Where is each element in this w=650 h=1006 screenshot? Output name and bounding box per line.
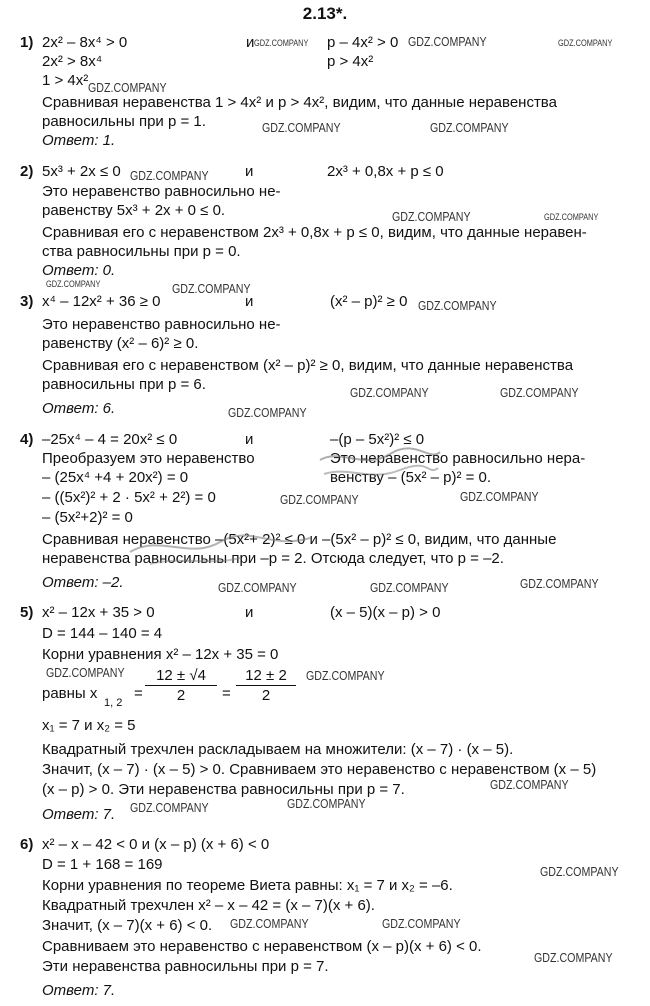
item-number: 5) <box>20 604 34 621</box>
math-line: 5x³ + 2x ≤ 0 <box>42 163 121 180</box>
math-line: x⁴ – 12x² + 36 ≥ 0 <box>42 293 161 310</box>
math-line: x² – x – 42 < 0 и (x – p) (x + 6) < 0 <box>42 836 270 853</box>
math-line: –25x⁴ – 4 = 20x² ≤ 0 <box>42 431 178 448</box>
text-line: Квадратный трехчлен x² – x – 42 = (x – 7)(x + 6). <box>42 897 375 914</box>
watermark: GDZ.COMPANY <box>218 580 297 595</box>
answer: Ответ: 1. <box>42 132 116 149</box>
text-line: Эти неравенства равносильны при p = 7. <box>42 958 329 975</box>
watermark: GDZ.COMPANY <box>228 405 307 420</box>
watermark: GDZ.COMPANY <box>382 916 461 931</box>
conjunction: и <box>245 431 254 448</box>
watermark: GDZ.COMPANY <box>544 212 599 222</box>
text-line: равносильны при p = 1. <box>42 113 206 130</box>
watermark: GDZ.COMPANY <box>230 916 309 931</box>
math-line: D = 144 – 140 = 4 <box>42 625 163 642</box>
fraction-bar <box>145 685 217 686</box>
watermark: GDZ.COMPANY <box>46 665 125 680</box>
text-line: Значит, (x – 7)(x + 6) < 0. <box>42 917 213 934</box>
fraction <box>236 667 296 704</box>
watermark: GDZ.COMPANY <box>88 80 167 95</box>
subscript: 1, 2 <box>104 697 123 709</box>
text-line: Сравнивая его с неравенством 2x³ + 0,8x + p ≤ 0, видим, что данные нерaвен- <box>42 224 587 241</box>
item-number: 4) <box>20 431 34 448</box>
text-line: Сравнивая неравенства 1 > 4x² и p > 4x², видим, что данные неравенства <box>42 94 557 111</box>
watermark: GDZ.COMPANY <box>408 34 487 49</box>
watermark: GDZ.COMPANY <box>172 281 251 296</box>
fraction-numerator: 12 ± 2 <box>245 667 287 684</box>
text-line: Корни уравнения по теореме Виета равны: x₁ = 7 и x₂ = –6. <box>42 877 453 894</box>
math-line: p – 4x² > 0 <box>327 34 399 51</box>
text-line: Это неравенство равносильно не- <box>42 316 281 333</box>
math-line: D = 1 + 168 = 169 <box>42 856 163 873</box>
math-line: x² – 12x + 35 > 0 <box>42 604 155 621</box>
text-line: Сравнивая неравенство –(5x²+ 2)² ≤ 0 и –(5x² – p)² ≤ 0, видим, что данные <box>42 531 557 548</box>
math-line: 2x³ + 0,8x + p ≤ 0 <box>327 163 444 180</box>
watermark: GDZ.COMPANY <box>262 120 341 135</box>
conjunction: и <box>245 604 254 621</box>
watermark: GDZ.COMPANY <box>392 209 471 224</box>
text-line: равенству (x² – 6)² ≥ 0. <box>42 335 199 352</box>
fraction <box>145 667 217 704</box>
page-title: 2.13*. <box>302 4 348 23</box>
item-number: 6) <box>20 836 34 853</box>
text-line: Это неравенство равносильно нера- <box>330 450 586 467</box>
watermark: GDZ.COMPANY <box>46 279 101 289</box>
watermark: GDZ.COMPANY <box>558 38 613 48</box>
watermark: GDZ.COMPANY <box>350 385 429 400</box>
fraction-denominator: 2 <box>176 687 186 704</box>
watermark: GDZ.COMPANY <box>280 492 359 507</box>
watermark: GDZ.COMPANY <box>500 385 579 400</box>
text-line: Сравнивая его с неравенством (x² – p)² ≥ 0, видим, что данные неравенства <box>42 357 574 374</box>
watermark: GDZ.COMPANY <box>130 168 209 183</box>
fraction-bar <box>236 685 296 686</box>
text-line: равны x <box>42 685 98 702</box>
conjunction: и <box>245 293 254 310</box>
watermark: GDZ.COMPANY <box>306 668 385 683</box>
fraction-denominator: 2 <box>261 687 271 704</box>
text-line: Квадратный трехчлен раскладываем на множители: (x – 7) · (x – 5). <box>42 741 514 758</box>
conjunction: и <box>246 34 255 51</box>
math-line: – ((5x²)² + 2 · 5x² + 2²) = 0 <box>42 489 216 506</box>
watermark: GDZ.COMPANY <box>370 580 449 595</box>
math-line: x₁ = 7 и x₂ = 5 <box>42 717 136 734</box>
watermark: GDZ.COMPANY <box>430 120 509 135</box>
text-line: (x – p) > 0. Эти неравенства равносильны при p = 7. <box>42 781 405 798</box>
math-line: – (25x⁴ +4 + 20x²) = 0 <box>42 469 189 486</box>
text-line: Значит, (x – 7) · (x – 5) > 0. Сравниваем это неравенство с неравенством (x – 5) <box>42 761 597 778</box>
text-line: равносильны при p = 6. <box>42 376 206 393</box>
text-line: Это неравенство равносильно не- <box>42 183 281 200</box>
fraction-numerator: 12 ± √4 <box>156 667 206 684</box>
equals-sign: = <box>222 685 231 702</box>
answer: Ответ: –2. <box>42 574 124 591</box>
text-line: неравенства равносильны при –p = 2. Отсюда следует, что p = –2. <box>42 550 504 567</box>
math-line: (x – 5)(x – p) > 0 <box>330 604 441 621</box>
math-line: 2x² – 8x⁴ > 0 <box>42 34 128 51</box>
watermark: GDZ.COMPANY <box>540 864 619 879</box>
item-number: 3) <box>20 293 34 310</box>
watermark: GDZ.COMPANY <box>534 950 613 965</box>
watermark: GDZ.COMPANY <box>490 777 569 792</box>
math-line: –(p – 5x²)² ≤ 0 <box>330 431 425 448</box>
text-line: ства равносильны при p = 0. <box>42 243 241 260</box>
text-line: венству – (5x² – p)² = 0. <box>330 469 492 486</box>
answer: Ответ: 6. <box>42 400 116 417</box>
watermark: GDZ.COMPANY <box>254 38 309 48</box>
answer: Ответ: 7. <box>42 982 116 999</box>
answer: Ответ: 7. <box>42 806 116 823</box>
math-line: – (5x²+2)² = 0 <box>42 509 133 526</box>
watermark: GDZ.COMPANY <box>460 489 539 504</box>
text-line: Корни уравнения x² – 12x + 35 = 0 <box>42 646 279 663</box>
text-line: равенству 5x³ + 2x + 0 ≤ 0. <box>42 202 226 219</box>
conjunction: и <box>245 163 254 180</box>
watermark: GDZ.COMPANY <box>130 800 209 815</box>
item-number: 1) <box>20 34 34 51</box>
watermark: GDZ.COMPANY <box>287 796 366 811</box>
item-number: 2) <box>20 163 34 180</box>
math-line: p > 4x² <box>327 53 374 70</box>
text-line: Сравниваем это неравенство с неравенством (x – p)(x + 6) < 0. <box>42 938 482 955</box>
text-line: Преобразуем это неравенство <box>42 450 255 467</box>
math-line: 1 > 4x² <box>42 72 89 89</box>
answer: Ответ: 0. <box>42 262 116 279</box>
math-line: 2x² > 8x⁴ <box>42 53 103 70</box>
math-line: (x² – p)² ≥ 0 <box>330 293 408 310</box>
watermark: GDZ.COMPANY <box>520 576 599 591</box>
watermark: GDZ.COMPANY <box>418 298 497 313</box>
equals-sign: = <box>134 685 143 702</box>
